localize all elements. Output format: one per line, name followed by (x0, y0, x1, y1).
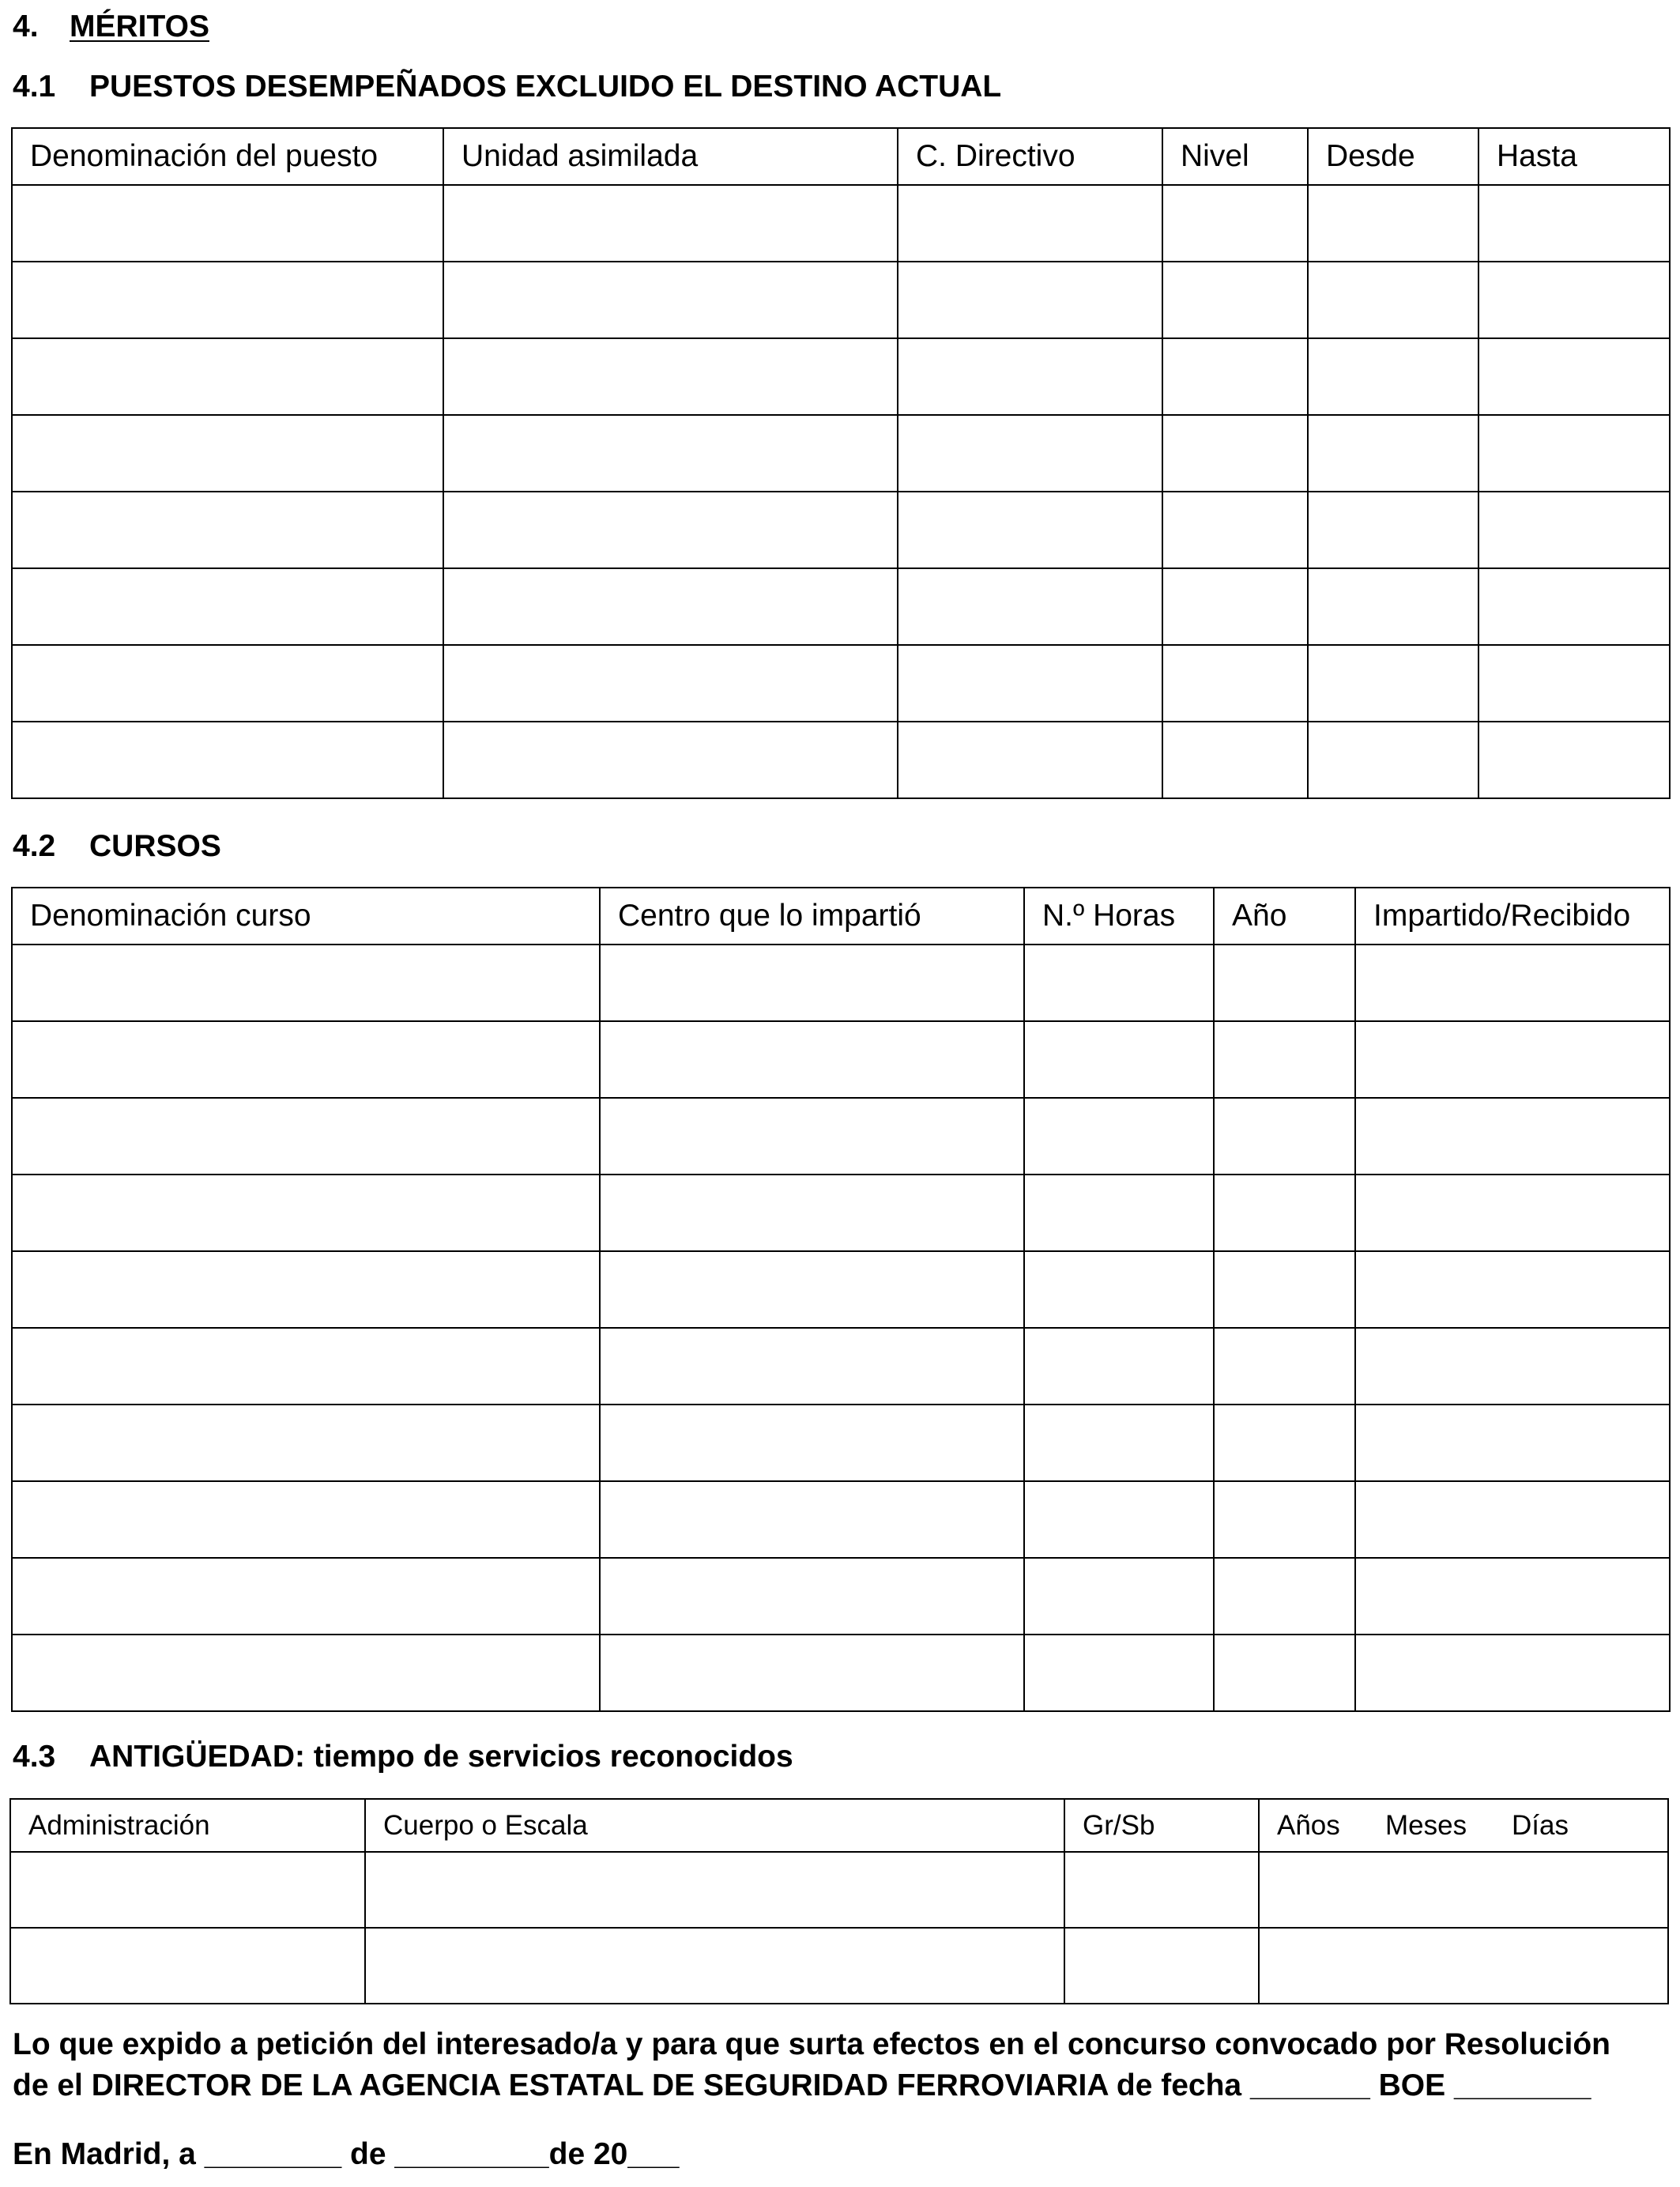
table-row (12, 185, 1670, 262)
form-cell[interactable] (1162, 568, 1308, 645)
table-row (12, 338, 1670, 415)
courses-table-header (12, 888, 1670, 945)
form-cell[interactable] (12, 262, 443, 338)
subsection-41-heading (13, 71, 1001, 102)
seniority-table (9, 1798, 1669, 2004)
form-cell[interactable] (1478, 645, 1670, 722)
table-row (12, 262, 1670, 338)
form-cell[interactable] (10, 1928, 365, 2004)
form-cell[interactable] (12, 722, 443, 798)
form-cell[interactable] (1478, 568, 1670, 645)
subsection-42-heading (13, 831, 221, 862)
form-cell[interactable] (12, 1405, 600, 1481)
table-row (12, 722, 1670, 798)
form-cell[interactable] (1355, 1635, 1670, 1711)
form-cell[interactable] (1064, 1852, 1259, 1928)
col-gr-sb: Gr/Sb (1064, 1799, 1259, 1852)
col-anio: Año (1214, 888, 1355, 945)
form-cell[interactable] (1355, 1481, 1670, 1558)
table-row (12, 1558, 1670, 1635)
form-cell[interactable] (12, 1175, 600, 1251)
form-cell[interactable] (1259, 1928, 1668, 2004)
form-cell[interactable] (12, 492, 443, 568)
form-cell[interactable] (12, 1481, 600, 1558)
form-cell[interactable] (1162, 338, 1308, 415)
form-cell[interactable] (1162, 415, 1308, 492)
form-cell[interactable] (1259, 1852, 1668, 1928)
form-cell[interactable] (1024, 1635, 1214, 1711)
form-cell[interactable] (1478, 492, 1670, 568)
form-cell[interactable] (1024, 1175, 1214, 1251)
col-anios: Años (1277, 1809, 1340, 1841)
form-cell[interactable] (600, 1481, 1024, 1558)
form-cell[interactable] (600, 1175, 1024, 1251)
table-row (10, 1852, 1668, 1928)
form-cell[interactable] (898, 415, 1162, 492)
subsection-41-title: PUESTOS DESEMPEÑADOS EXCLUIDO EL DESTINO ACTUAL (89, 70, 1002, 104)
table-row (12, 1481, 1670, 1558)
col-centro: Centro que lo impartió (600, 888, 1024, 945)
table-row (10, 1928, 1668, 2004)
form-cell[interactable] (600, 945, 1024, 1021)
form-cell[interactable] (10, 1852, 365, 1928)
form-cell[interactable] (1162, 722, 1308, 798)
col-unidad-asimilada: Unidad asimilada (443, 128, 898, 185)
form-cell[interactable] (898, 338, 1162, 415)
form-cell[interactable] (1064, 1928, 1259, 2004)
form-cell[interactable] (12, 645, 443, 722)
positions-table-header (12, 128, 1670, 185)
certification-line-2: de el DIRECTOR DE LA AGENCIA ESTATAL DE SEGURIDAD FERROVIARIA de fecha _______ BOE ________ (13, 2068, 1591, 2102)
form-cell[interactable] (443, 722, 898, 798)
form-cell[interactable] (1024, 1098, 1214, 1175)
form-cell[interactable] (600, 1328, 1024, 1405)
table-row (12, 945, 1670, 1021)
col-horas: N.º Horas (1024, 888, 1214, 945)
form-cell[interactable] (600, 1251, 1024, 1328)
form-cell[interactable] (1308, 492, 1478, 568)
table-row (12, 568, 1670, 645)
form-cell[interactable] (600, 1098, 1024, 1175)
form-cell[interactable] (12, 1558, 600, 1635)
form-cell[interactable] (1162, 645, 1308, 722)
col-c-directivo: C. Directivo (898, 128, 1162, 185)
form-cell[interactable] (1478, 722, 1670, 798)
form-cell[interactable] (1214, 1405, 1355, 1481)
subsection-43-number: 4.3 (13, 1740, 56, 1774)
form-cell[interactable] (1308, 645, 1478, 722)
subsection-42-number: 4.2 (13, 829, 56, 863)
table-row (12, 1175, 1670, 1251)
form-cell[interactable] (1214, 1021, 1355, 1098)
table-row (12, 492, 1670, 568)
form-cell[interactable] (1024, 1021, 1214, 1098)
form-cell[interactable] (12, 338, 443, 415)
form-cell[interactable] (443, 645, 898, 722)
col-hasta: Hasta (1478, 128, 1670, 185)
section-number: 4. (13, 9, 39, 43)
form-cell[interactable] (1024, 1251, 1214, 1328)
form-cell[interactable] (1308, 722, 1478, 798)
table-row (12, 1635, 1670, 1711)
form-cell[interactable] (12, 185, 443, 262)
col-impartido-recibido: Impartido/Recibido (1355, 888, 1670, 945)
table-row (12, 1251, 1670, 1328)
form-cell[interactable] (1024, 1481, 1214, 1558)
form-cell[interactable] (898, 568, 1162, 645)
form-cell[interactable] (1024, 1328, 1214, 1405)
form-cell[interactable] (1214, 945, 1355, 1021)
form-cell[interactable] (898, 185, 1162, 262)
courses-table (11, 887, 1671, 1712)
form-cell[interactable] (1355, 1175, 1670, 1251)
form-cell[interactable] (12, 415, 443, 492)
form-cell[interactable] (1478, 262, 1670, 338)
form-cell[interactable] (1162, 262, 1308, 338)
form-cell[interactable] (1162, 492, 1308, 568)
form-cell[interactable] (443, 492, 898, 568)
form-cell[interactable] (1024, 945, 1214, 1021)
col-cuerpo-escala: Cuerpo o Escala (365, 1799, 1064, 1852)
form-cell[interactable] (600, 1405, 1024, 1481)
form-cell[interactable] (1308, 338, 1478, 415)
col-denominacion-curso: Denominación curso (12, 888, 600, 945)
form-cell[interactable] (1478, 338, 1670, 415)
form-cell[interactable] (1478, 185, 1670, 262)
form-cell[interactable] (12, 945, 600, 1021)
col-administracion: Administración (10, 1799, 365, 1852)
form-cell[interactable] (443, 185, 898, 262)
form-cell[interactable] (1024, 1558, 1214, 1635)
form-cell[interactable] (1214, 1175, 1355, 1251)
form-cell[interactable] (1308, 568, 1478, 645)
form-cell[interactable] (443, 262, 898, 338)
table-row (12, 1021, 1670, 1098)
form-cell[interactable] (12, 568, 443, 645)
form-cell[interactable] (600, 1635, 1024, 1711)
form-cell[interactable] (443, 415, 898, 492)
table-row (12, 645, 1670, 722)
table-row (12, 1328, 1670, 1405)
form-cell[interactable] (12, 1328, 600, 1405)
form-cell[interactable] (1214, 1328, 1355, 1405)
form-cell[interactable] (1308, 185, 1478, 262)
form-cell[interactable] (1355, 1251, 1670, 1328)
date-place-line: En Madrid, a ________ de _________de 20___ (13, 2137, 680, 2171)
form-cell[interactable] (12, 1098, 600, 1175)
form-cell[interactable] (1308, 262, 1478, 338)
seniority-table-header (10, 1799, 1668, 1852)
table-row (12, 1405, 1670, 1481)
form-cell[interactable] (443, 338, 898, 415)
form-cell[interactable] (1024, 1405, 1214, 1481)
form-cell[interactable] (1355, 1558, 1670, 1635)
form-cell[interactable] (1355, 945, 1670, 1021)
col-desde: Desde (1308, 128, 1478, 185)
form-cell[interactable] (1214, 1635, 1355, 1711)
form-cell[interactable] (365, 1852, 1064, 1928)
form-cell[interactable] (600, 1558, 1024, 1635)
subsection-42-title: CURSOS (89, 829, 221, 863)
form-cell[interactable] (600, 1021, 1024, 1098)
form-cell[interactable] (12, 1021, 600, 1098)
form-cell[interactable] (12, 1635, 600, 1711)
form-cell[interactable] (1355, 1021, 1670, 1098)
col-meses: Meses (1385, 1809, 1467, 1841)
form-cell[interactable] (898, 645, 1162, 722)
form-cell[interactable] (365, 1928, 1064, 2004)
col-tiempo (1259, 1799, 1668, 1852)
form-cell[interactable] (1214, 1098, 1355, 1175)
form-cell[interactable] (1214, 1481, 1355, 1558)
subsection-41-number: 4.1 (13, 70, 56, 104)
certification-line-1: Lo que expido a petición del interesado/a y para que surta efectos en el concurso convocado por Resolución (13, 2027, 1610, 2061)
form-cell[interactable] (1478, 415, 1670, 492)
form-cell[interactable] (1162, 185, 1308, 262)
certification-text (13, 2024, 1610, 2106)
subsection-43-heading (13, 1741, 793, 1772)
section-heading (13, 11, 209, 42)
form-cell[interactable] (12, 1251, 600, 1328)
section-title: MÉRITOS (70, 9, 209, 43)
col-denominacion-puesto: Denominación del puesto (12, 128, 443, 185)
form-cell[interactable] (443, 568, 898, 645)
form-cell[interactable] (898, 492, 1162, 568)
col-nivel: Nivel (1162, 128, 1308, 185)
form-cell[interactable] (898, 722, 1162, 798)
form-cell[interactable] (898, 262, 1162, 338)
table-row (12, 1098, 1670, 1175)
form-cell[interactable] (1355, 1405, 1670, 1481)
col-dias: Días (1512, 1809, 1569, 1841)
table-row (12, 415, 1670, 492)
form-cell[interactable] (1214, 1558, 1355, 1635)
form-cell[interactable] (1355, 1328, 1670, 1405)
form-cell[interactable] (1308, 415, 1478, 492)
positions-table (11, 127, 1671, 799)
form-cell[interactable] (1214, 1251, 1355, 1328)
form-cell[interactable] (1355, 1098, 1670, 1175)
subsection-43-title: ANTIGÜEDAD: tiempo de servicios reconocidos (89, 1740, 793, 1774)
